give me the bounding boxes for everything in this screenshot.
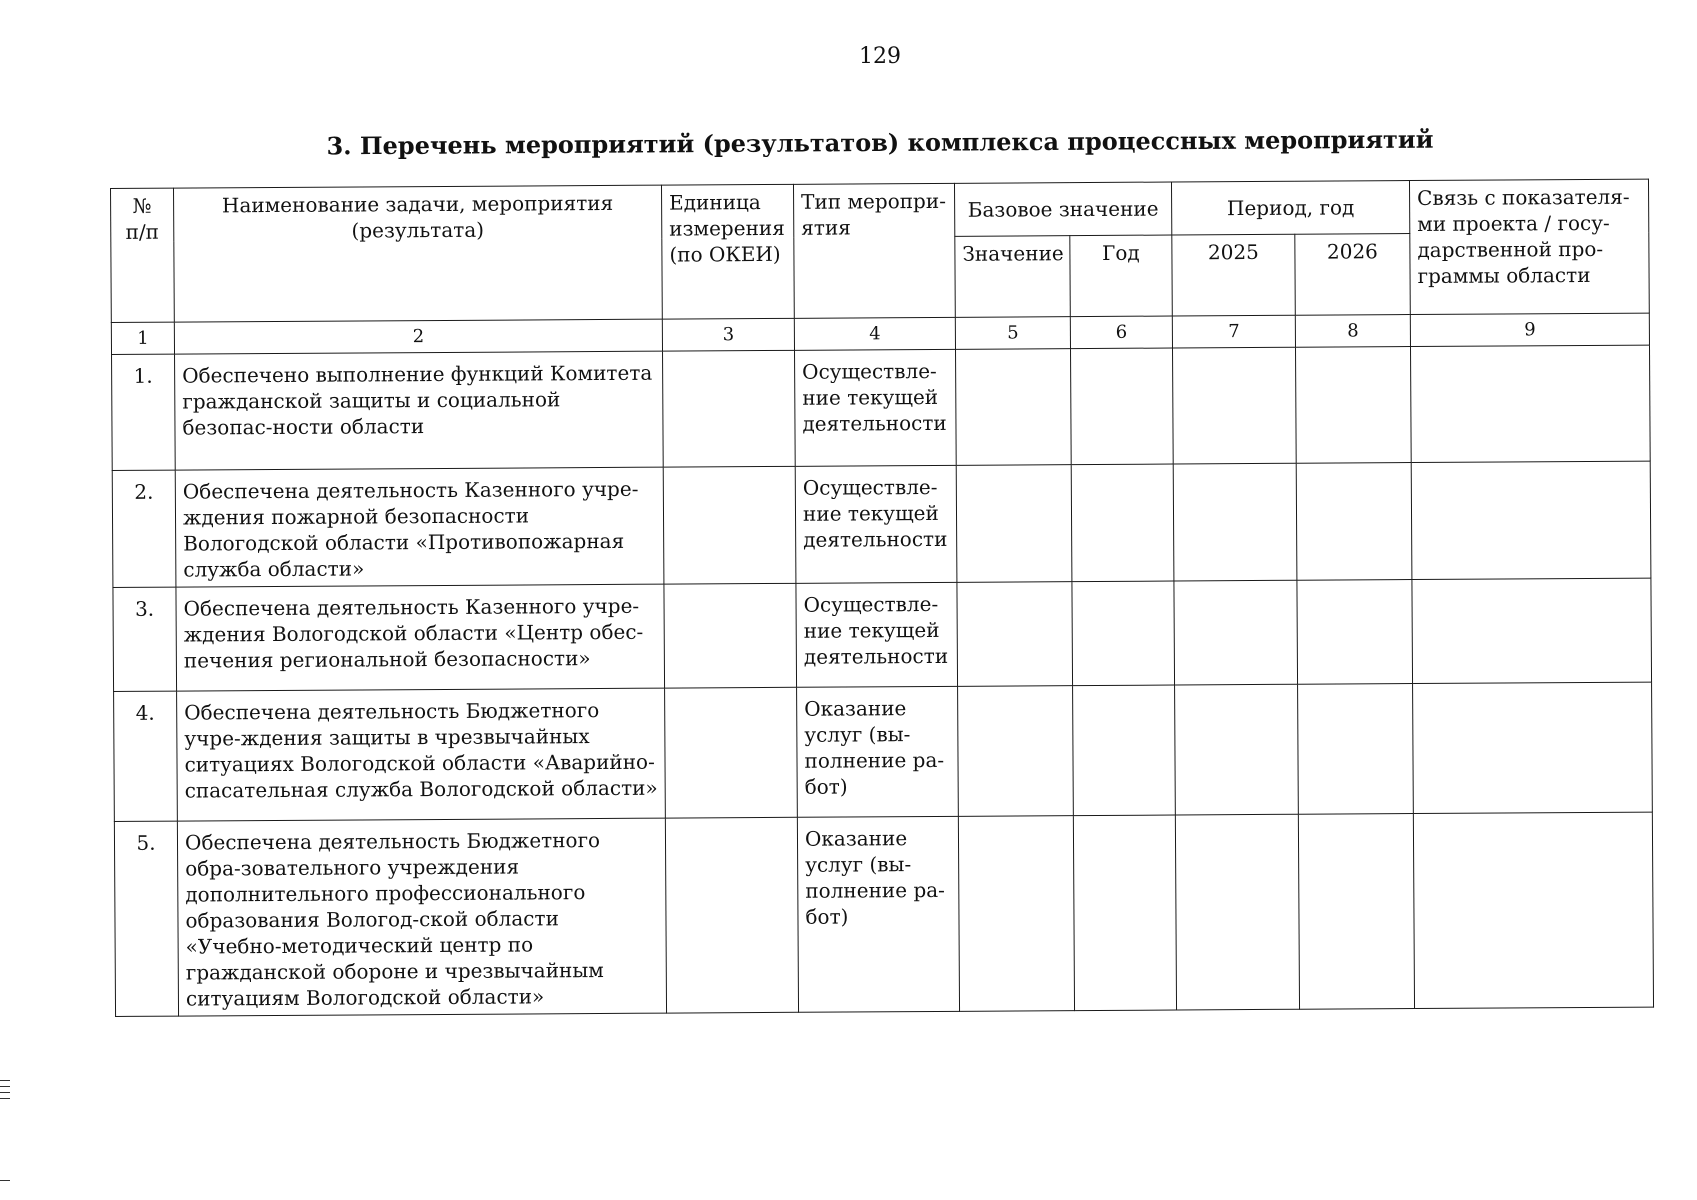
- row-type: Оказание услуг (вы-полнение ра-бот): [797, 687, 959, 818]
- row-unit: [665, 688, 798, 819]
- row-base-year: [1073, 685, 1176, 816]
- row-link: [1413, 812, 1653, 1008]
- header-no: № п/п: [111, 188, 175, 322]
- column-number: 9: [1410, 313, 1649, 347]
- row-unit: [665, 818, 798, 1014]
- row-link: [1412, 578, 1652, 683]
- column-number: 7: [1172, 315, 1295, 348]
- row-unit: [663, 467, 796, 585]
- scan-mark: [0, 1180, 10, 1181]
- table-row: [114, 682, 1653, 821]
- row-2026: [1295, 347, 1411, 464]
- row-name: Обеспечена деятельность Казенного учре-ждения пожарной безопасности Вологодской области «Противопожарная служба области»: [175, 468, 664, 588]
- header-year-2026: 2026: [1295, 234, 1411, 316]
- column-number: 8: [1295, 315, 1410, 348]
- row-2025: [1174, 581, 1298, 686]
- row-link: [1411, 345, 1651, 462]
- row-2026: [1296, 463, 1412, 581]
- scan-mark: [0, 1098, 10, 1099]
- row-base-year: [1073, 815, 1176, 1011]
- row-2025: [1175, 685, 1299, 816]
- header-base: Базовое значение: [954, 182, 1171, 236]
- row-number: 2.: [112, 470, 176, 587]
- header-type: Тип меропри-ятия: [793, 183, 955, 318]
- row-type: Осуществле-ние текущей деятельности: [796, 583, 958, 688]
- row-2025: [1175, 815, 1299, 1011]
- row-type: Оказание услуг (вы-полнение ра-бот): [797, 817, 959, 1013]
- row-link: [1413, 682, 1653, 813]
- row-number: 1.: [112, 354, 176, 470]
- column-number: 4: [794, 317, 955, 350]
- table-row: [114, 812, 1653, 1016]
- row-unit: [664, 584, 797, 689]
- header-unit: Единица измерения (по ОКЕИ): [661, 184, 794, 319]
- header-link: Связь с показателя-ми проекта / госу-дарственной про-граммы области: [1409, 179, 1649, 314]
- row-base-value: [957, 582, 1073, 687]
- row-base-value: [956, 349, 1072, 466]
- row-name: Обеспечена деятельность Бюджетного обра-зовательного учреждения дополнительного профессионального образования Вологод-ской области «Учебно-методический центр по гражданской обороне и чрезвычайным ситуациям Вологодской области»: [177, 819, 666, 1017]
- column-number: 1: [111, 322, 174, 355]
- row-base-value: [956, 465, 1072, 583]
- row-2026: [1297, 580, 1413, 685]
- row-2025: [1173, 464, 1297, 582]
- row-base-value: [958, 816, 1074, 1012]
- scan-mark: [0, 1086, 10, 1087]
- header-base-value: Значение: [955, 236, 1070, 318]
- table-header: [111, 179, 1650, 322]
- row-name: Обеспечено выполнение функций Комитета гражданской защиты и социальной безопас-ности области: [175, 352, 664, 471]
- row-name: Обеспечена деятельность Бюджетного учре-ждения защиты в чрезвычайных ситуациях Вологодской области «Аварийно-спасательная служба Вологодской области»: [177, 689, 666, 822]
- row-2026: [1298, 814, 1414, 1010]
- column-number: 2: [174, 319, 662, 354]
- row-link: [1411, 461, 1651, 579]
- header-year-2025: 2025: [1172, 234, 1295, 316]
- header-base-year: Год: [1070, 235, 1172, 317]
- row-type: Осуществле-ние текущей деятельности: [795, 466, 957, 584]
- row-2026: [1298, 684, 1414, 815]
- table-row: [112, 461, 1651, 587]
- row-base-year: [1071, 464, 1174, 582]
- row-number: 5.: [114, 821, 178, 1016]
- column-number: 3: [662, 318, 794, 351]
- row-base-year: [1072, 581, 1175, 686]
- column-number: 6: [1070, 316, 1172, 349]
- measures-table: [110, 179, 1654, 1018]
- scan-mark: [0, 1080, 10, 1081]
- table-row: [112, 345, 1651, 470]
- row-2025: [1172, 348, 1296, 465]
- row-type: Осуществле-ние текущей деятельности: [795, 350, 957, 467]
- page-number: 129: [859, 44, 901, 69]
- row-number: 3.: [113, 587, 177, 691]
- header-period: Период, год: [1171, 181, 1409, 235]
- row-unit: [663, 351, 796, 468]
- table-row: [113, 578, 1652, 691]
- header-name: Наименование задачи, мероприятия (результата): [174, 185, 663, 322]
- row-number: 4.: [114, 691, 178, 821]
- page-title: 3. Перечень мероприятий (результатов) комплекса процессных мероприятий: [326, 124, 1434, 161]
- row-base-value: [958, 686, 1074, 817]
- column-number: 5: [955, 317, 1070, 350]
- measures-table-wrap: [110, 179, 1653, 1018]
- scan-mark: [0, 1092, 10, 1093]
- row-base-year: [1071, 348, 1174, 465]
- row-name: Обеспечена деятельность Казенного учре-ждения Вологодской области «Центр обес-печения региональной безопасности»: [176, 585, 665, 692]
